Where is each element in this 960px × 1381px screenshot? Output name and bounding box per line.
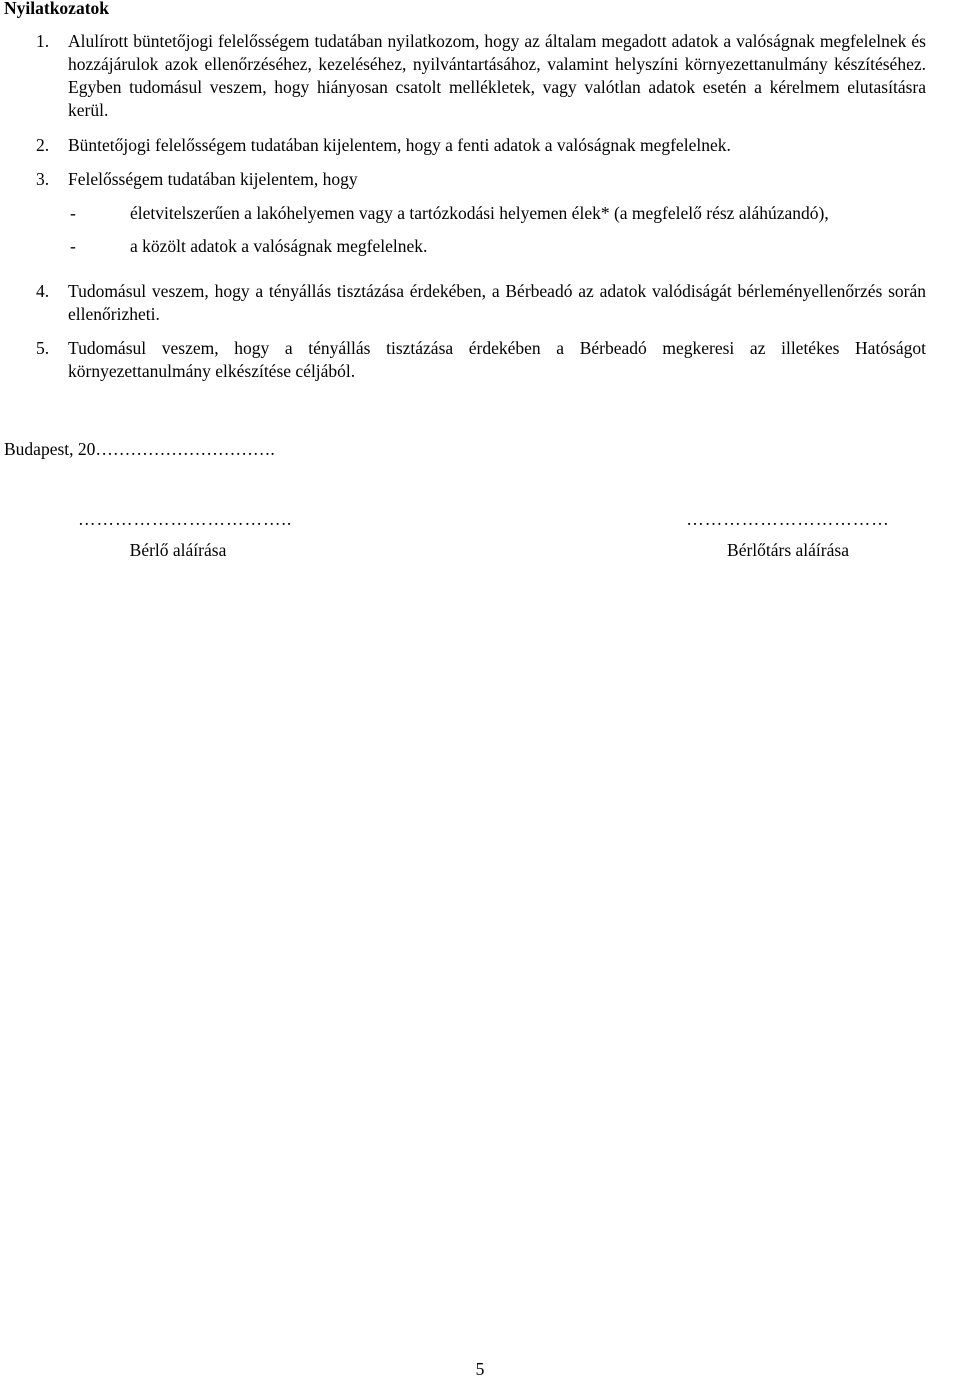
- statement-item-4: [36, 280, 926, 326]
- statement-subitem-1: [70, 202, 829, 225]
- subitem-dash: -: [70, 203, 76, 223]
- subitem-text: a közölt adatok a valóságnak megfelelnek.: [130, 236, 428, 256]
- item-text: Tudomásul veszem, hogy a tényállás tisztázása érdekében, a Bérbeadó az adatok valódiságát bérleményellenőrzés során ellenőrizheti.: [68, 281, 926, 324]
- signature-line: ……………………………..: [78, 509, 293, 529]
- subitem-dash: -: [70, 236, 76, 256]
- item-text: Büntetőjogi felelősségem tudatában kijelentem, hogy a fenti adatok a valóságnak megfelelnek.: [68, 135, 731, 155]
- item-number: 3.: [36, 169, 50, 189]
- statement-item-1: [36, 30, 926, 122]
- subitem-text: életvitelszerűen a lakóhelyemen vagy a tartózkodási helyemen élek* (a megfelelő rész aláhúzandó),: [130, 203, 829, 223]
- co-tenant-signature-block: [658, 508, 918, 562]
- page-number: 5: [475, 1359, 485, 1379]
- signature-label: Bérlő aláírása: [129, 540, 227, 560]
- item-text: Tudomásul veszem, hogy a tényállás tisztázása érdekében a Bérbeadó megkeresi az illetékes Hatóságot környezettanulmány elkészítése céljából.: [68, 338, 926, 381]
- item-number: 1.: [36, 31, 50, 51]
- item-text: Felelősségem tudatában kijelentem, hogy: [68, 169, 358, 189]
- item-number: 2.: [36, 135, 50, 155]
- place-and-date-field: Budapest, 20………………………….: [4, 439, 275, 459]
- signature-label: Bérlőtárs aláírása: [727, 540, 849, 560]
- statement-item-2: [36, 134, 926, 157]
- item-number: 5.: [36, 338, 50, 358]
- tenant-signature-block: [78, 508, 293, 562]
- signature-line: ……………………………: [686, 509, 890, 529]
- statement-subitem-2: [70, 235, 427, 258]
- item-text: Alulírott büntetőjogi felelősségem tudatában nyilatkozom, hogy az általam megadott adatok a valóságnak megfelelnek és hozzájárulok azok ellenőrzéséhez, kezeléséhez, nyilvántartásához, valamint helyszíni környezettanulmány készítéséhez. Egyben tudomásul veszem, hogy hiányosan csatolt mellékletek, vagy valótlan adatok esetén a kérelmem elutasításra kerül.: [68, 31, 926, 120]
- item-number: 4.: [36, 281, 50, 301]
- page-title: Nyilatkozatok: [4, 0, 109, 18]
- statement-item-3: [36, 168, 926, 191]
- statement-item-5: [36, 337, 926, 383]
